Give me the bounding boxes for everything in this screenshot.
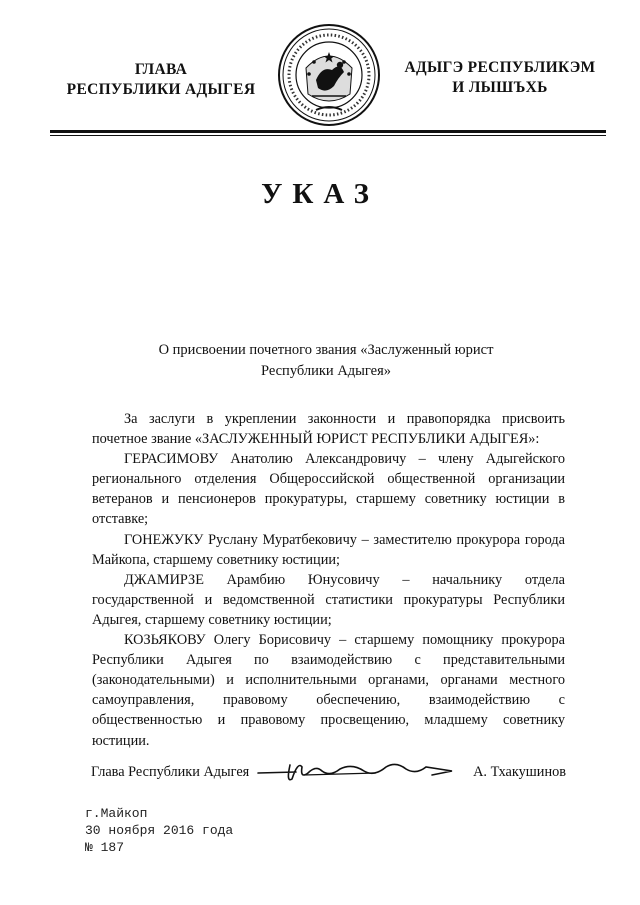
header-right-line1: АДЫГЭ РЕСПУБЛИКЭМ: [404, 59, 596, 76]
body-intro: За заслуги в укреплении законности и правопорядка присвоить почетное звание «ЗАСЛУЖЕННЫЙ ЮРИСТ РЕСПУБЛИКИ АДЫГЕЯ»:: [92, 411, 565, 448]
award-item: ГЕРАСИМОВУ Анатолию Александровичу – члену Адыгейского регионального отделения Общероссийской общественной организации ветеранов и пенсионеров прокуратуры, старшему советнику юстиции в отставке;: [92, 451, 565, 528]
footer-number: № 187: [85, 840, 125, 855]
decree-body: [92, 409, 565, 751]
header-left-line1: ГЛАВА: [134, 61, 188, 78]
header-right: [388, 58, 612, 98]
award-item: КОЗЬЯКОВУ Олегу Борисовичу – старшему помощнику прокурора Республики Адыгея по взаимодействию с представительными (законодательными) и исполнительными органами, органами местного самоуправления, правовому обеспечению, взаимодействию с общественностью и правовому просвещению, младшему советнику юстиции.: [92, 632, 565, 749]
handwritten-signature: [256, 755, 456, 787]
header-left-line2: РЕСПУБЛИКИ АДЫГЕЯ: [66, 81, 256, 98]
signature-block: [91, 761, 576, 787]
award-item: ДЖАМИРЗЕ Арамбию Юнусовичу – начальнику отдела государственной и ведомственной статистики прокуратуры Республики Адыгея, старшему советнику юстиции;: [92, 571, 565, 628]
header-divider-thick: [50, 130, 606, 133]
coat-of-arms-emblem: [276, 22, 382, 128]
footer-place: г.Майкоп: [85, 806, 148, 821]
header-divider-thin: [50, 135, 606, 136]
header-right-line2: И ЛЫШЪХЬ: [452, 79, 548, 96]
subject-line1: О присвоении почетного звания «Заслуженный юрист: [158, 342, 494, 358]
decree-title: УКАЗ: [261, 178, 379, 210]
header-left: [48, 60, 274, 100]
decree-subject: [140, 340, 512, 382]
signatory-title: Глава Республики Адыгея: [91, 764, 250, 780]
signatory-name: А. Тхакушинов: [473, 764, 566, 780]
footer-date: 30 ноября 2016 года: [85, 823, 234, 838]
decree-footer: [85, 805, 233, 856]
subject-line2: Республики Адыгея»: [260, 363, 392, 379]
award-item: ГОНЕЖУКУ Руслану Муратбековичу – заместителю прокурора города Майкопа, старшему советнику юстиции;: [92, 531, 565, 568]
